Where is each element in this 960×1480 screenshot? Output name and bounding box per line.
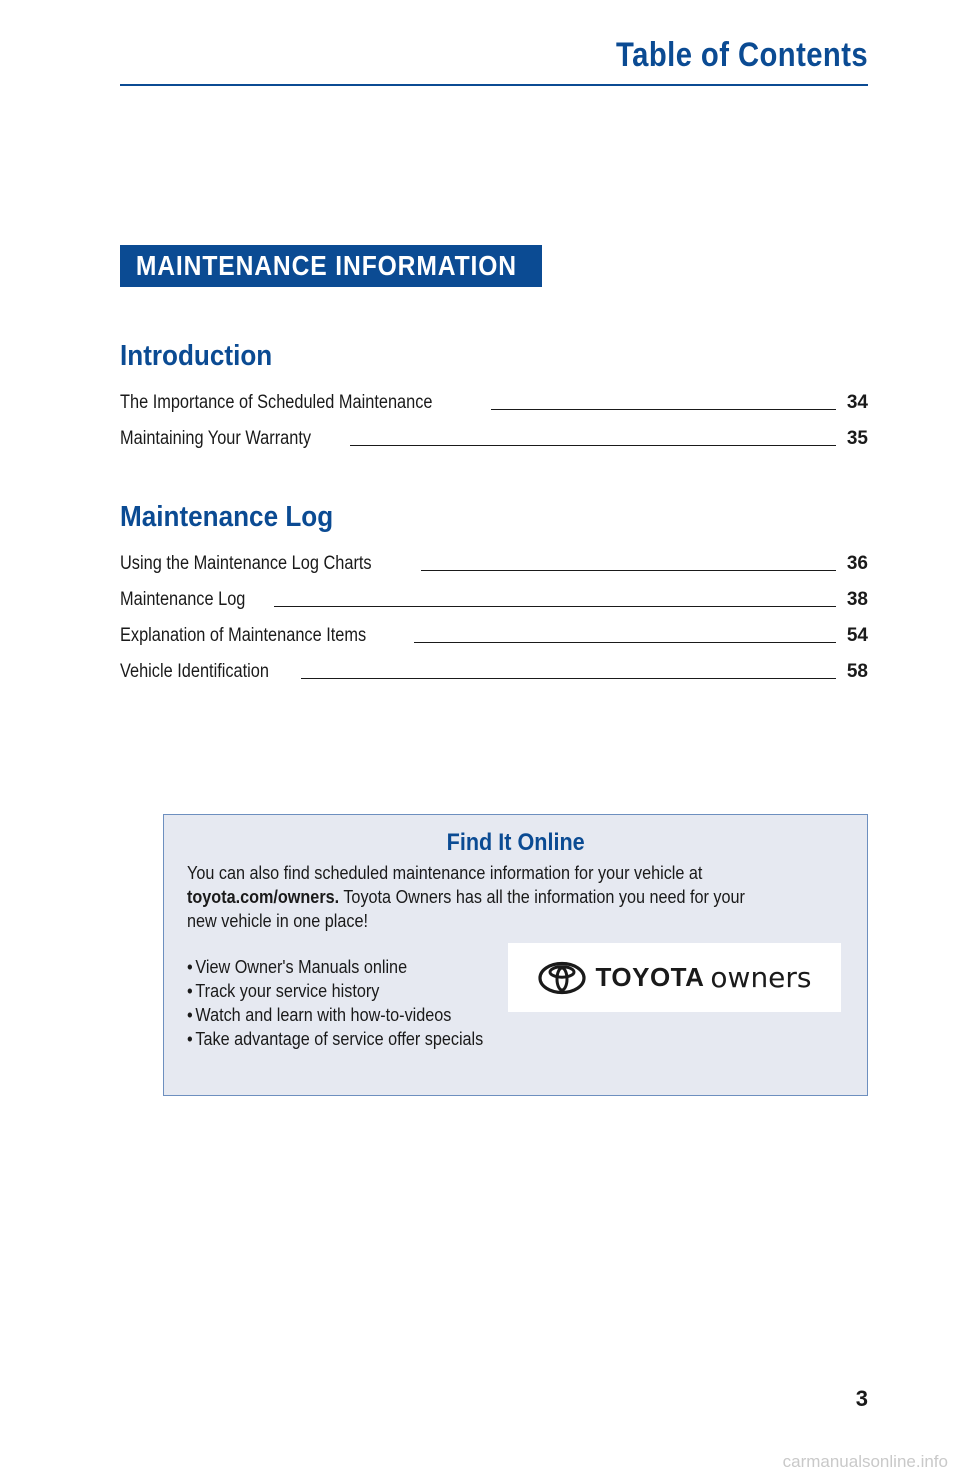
online-line-3: new vehicle in one place! (187, 911, 369, 931)
toc-entry-label: The Importance of Scheduled Maintenance (120, 392, 433, 413)
toc-leader-line (350, 445, 836, 446)
toc-row[interactable] (120, 659, 868, 683)
toc-entry-label: Vehicle Identification (120, 661, 269, 682)
bullet-icon: • (187, 1005, 193, 1025)
page-number: 3 (855, 1386, 868, 1411)
online-line-2 (187, 885, 799, 909)
toc-page-number: 58 (846, 661, 868, 682)
page-title: Table of Contents (615, 36, 868, 74)
logo-brand: TOYOTA (595, 962, 705, 992)
toc-page-number: 54 (846, 625, 868, 646)
toc-leader-line (414, 642, 836, 643)
toc-leader-line (421, 570, 836, 571)
group-heading-introduction: Introduction (120, 340, 273, 372)
toc-entry-label: Explanation of Maintenance Items (120, 625, 367, 646)
bullet-icon: • (187, 957, 193, 977)
online-url[interactable]: toyota.com/owners. (187, 887, 340, 907)
section-banner-label: MAINTENANCE INFORMATION (135, 250, 517, 281)
toc-row[interactable] (120, 623, 868, 647)
list-item: • Track your service history (187, 981, 380, 1001)
online-description (187, 861, 867, 933)
list-item: • View Owner's Manuals online (187, 957, 408, 977)
toc-leader-line (301, 678, 836, 679)
toc-page-number: 34 (846, 392, 868, 413)
find-it-online-box (163, 814, 868, 1096)
toc-row[interactable] (120, 551, 868, 575)
toc-page-number: 38 (846, 589, 868, 610)
bullet-icon: • (187, 981, 193, 1001)
online-line-1: You can also find scheduled maintenance information for your vehicle at (187, 863, 703, 883)
toc-page-number: 36 (846, 553, 868, 574)
list-item: • Take advantage of service offer specials (187, 1029, 484, 1049)
toc-entry-label: Maintaining Your Warranty (120, 428, 312, 449)
bullet-icon: • (187, 1029, 193, 1049)
toyota-owners-logo (508, 943, 841, 1012)
toc-row[interactable] (120, 390, 868, 414)
group-heading-maintenance-log: Maintenance Log (120, 501, 334, 533)
toc-entry-label: Using the Maintenance Log Charts (120, 553, 372, 574)
toc-entry-label: Maintenance Log (120, 589, 246, 610)
toc-row[interactable] (120, 587, 868, 611)
toc-leader-line (274, 606, 836, 607)
logo-brand-suffix: owners (710, 961, 812, 994)
title-divider (120, 84, 868, 86)
toc-leader-line (491, 409, 836, 410)
watermark: carmanualsonline.info (782, 1452, 948, 1471)
online-title: Find It Online (446, 829, 585, 856)
section-banner (120, 245, 542, 287)
toc-page-number: 35 (846, 428, 868, 449)
feature-list (187, 955, 517, 1051)
list-item: • Watch and learn with how-to-videos (187, 1005, 452, 1025)
toc-row[interactable] (120, 426, 868, 450)
toyota-emblem-icon (537, 961, 587, 995)
online-line-2-text: Toyota Owners has all the information you need for your (339, 887, 745, 907)
